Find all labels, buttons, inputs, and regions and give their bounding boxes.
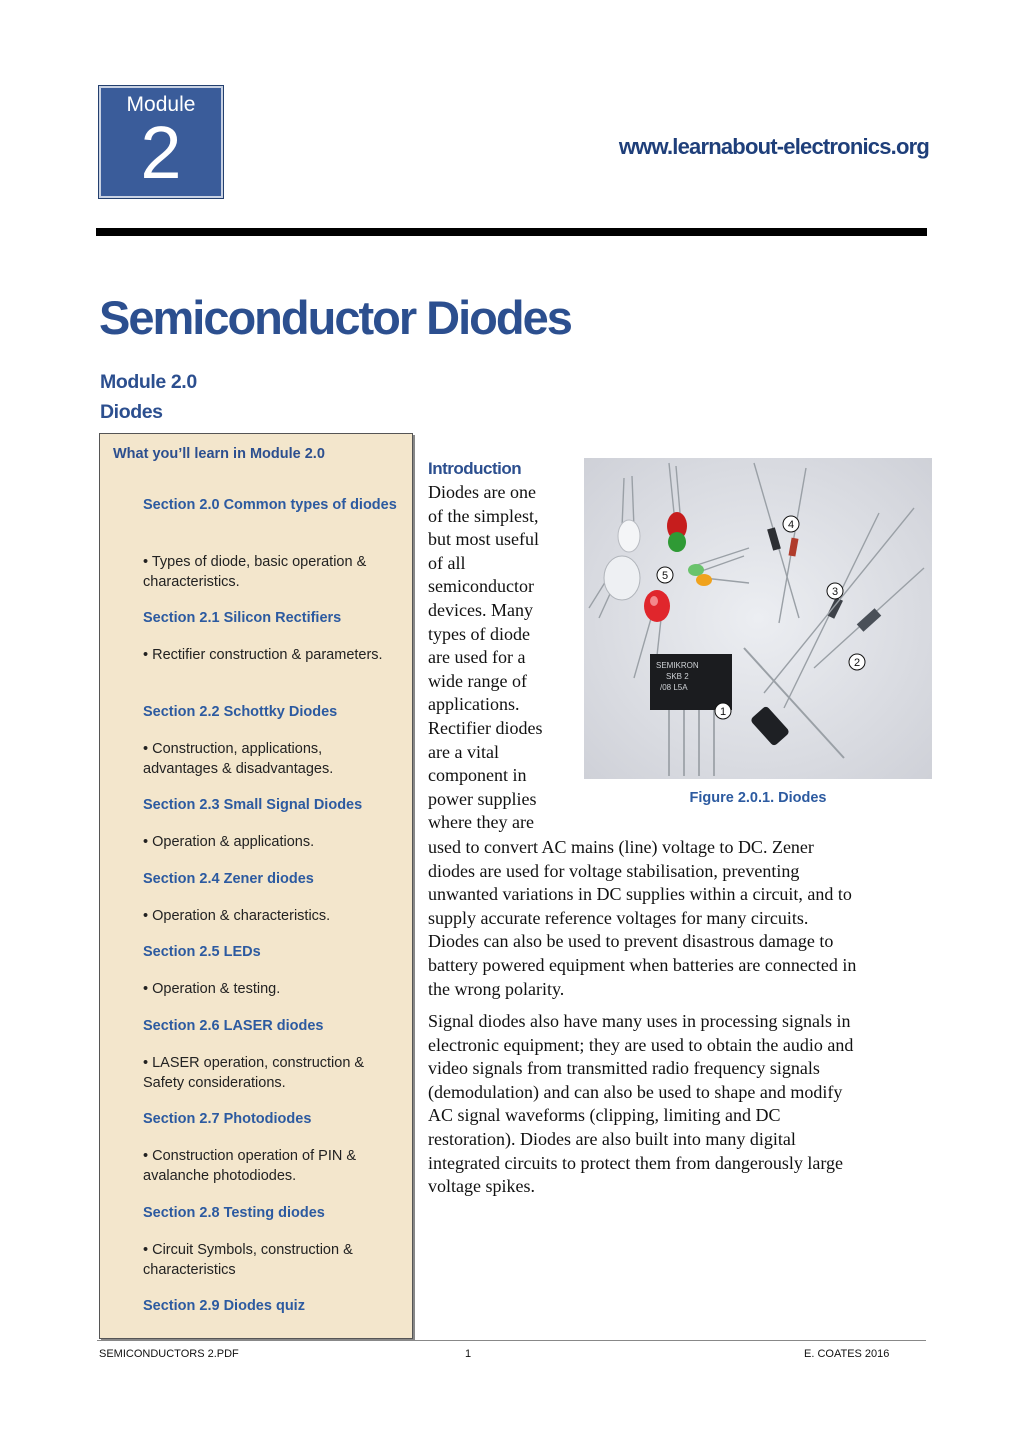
text-line: battery powered equipment when batteries are connected in [428,954,857,975]
learn-box [99,433,413,1339]
section-desc-2-5: • Operation & testing. [143,981,281,997]
section-desc-2-8: • Circuit Symbols, construction & characteristics [143,1242,353,1278]
section-link-2-0[interactable]: Section 2.0 Common types of diodes [143,497,397,513]
text-line: are a vital [428,741,499,762]
section-link-2-5[interactable]: Section 2.5 LEDs [143,944,261,960]
text-line: of the simplest, [428,505,539,526]
signal-diodes-paragraph [428,1010,928,1199]
module-number: 2 [140,111,182,194]
section-desc-2-2: • Construction, applications, advantages & disadvantages. [143,741,334,777]
text-line: (demodulation) and can also be used to shape and modify [428,1081,843,1102]
text-line: AC signal waveforms (clipping, limiting and DC [428,1105,781,1126]
footer-page-number: 1 [465,1348,472,1360]
text-line: but most useful [428,529,539,550]
text-line: diodes are used for voltage stabilisation, preventing [428,860,800,881]
marker-5: 5 [661,570,669,582]
text-line: types of diode [428,623,530,644]
text-line: unwanted variations in DC supplies within a circuit, and to [428,884,852,905]
text-line: devices. Many [428,599,533,620]
text-line: Signal diodes also have many uses in processing signals in [428,1011,851,1031]
bridge-label-line1: SEMIKRON [656,661,699,670]
module-subtitle [100,367,197,427]
section-desc-2-0: • Types of diode, basic operation & characteristics. [143,554,367,590]
text-line: voltage spikes. [428,1176,535,1197]
header-rule [96,228,927,236]
text-line: the wrong polarity. [428,978,565,999]
learn-box-title: What you’ll learn in Module 2.0 [113,446,325,462]
text-line: power supplies [428,788,537,809]
section-link-2-1[interactable]: Section 2.1 Silicon Rectifiers [143,610,342,626]
intro-paragraph-narrow [428,481,578,835]
section-desc-2-7: • Construction operation of PIN & avalanche photodiodes. [143,1148,357,1184]
section-link-2-4[interactable]: Section 2.4 Zener diodes [143,871,314,887]
section-link-2-2[interactable]: Section 2.2 Schottky Diodes [143,704,338,720]
text-line: are used for a [428,647,526,668]
section-link-2-7[interactable]: Section 2.7 Photodiodes [143,1111,312,1127]
diodes-illustration [584,458,932,779]
text-line: of all [428,552,466,573]
text-line: applications. [428,694,520,715]
page-title: Semiconductor Diodes [99,291,571,344]
module-label: Module [126,93,196,116]
section-link-2-3[interactable]: Section 2.3 Small Signal Diodes [143,797,363,813]
section-desc-2-4: • Operation & characteristics. [143,908,331,924]
diodes-photo [584,458,932,779]
figure-caption: Figure 2.0.1. Diodes [689,790,827,806]
text-line: electronic equipment; they are used to obtain the audio and [428,1034,854,1055]
marker-2: 2 [853,657,861,669]
section-link-2-8[interactable]: Section 2.8 Testing diodes [143,1205,325,1221]
module-subtitle-line2: Diodes [100,401,163,423]
footer-rule [97,1340,926,1341]
marker-1: 1 [719,706,727,718]
bridge-label-line2: SKB 2 [666,672,689,681]
text-line: used to convert AC mains (line) voltage to DC. Zener [428,837,814,857]
module-badge [99,86,223,198]
section-desc-2-3: • Operation & applications. [143,834,315,850]
text-line: supply accurate reference voltages for many circuits. [428,907,809,928]
section-link-2-6[interactable]: Section 2.6 LASER diodes [143,1018,324,1034]
intro-paragraph-wide [428,836,928,1001]
marker-4: 4 [787,519,795,531]
text-line: semiconductor [428,576,534,597]
text-line: video signals from transmitted radio frequency signals [428,1058,820,1079]
marker-3: 3 [831,586,839,598]
section-link-2-9[interactable]: Section 2.9 Diodes quiz [143,1298,305,1314]
text-line: Diodes are one [428,482,536,502]
site-url-link[interactable]: www.learnabout-electronics.org [618,134,929,159]
text-line: wide range of [428,670,527,691]
bridge-label-line3: /08 L5A [660,683,688,692]
intro-heading: Introduction [428,459,522,478]
text-line: Diodes can also be used to prevent disastrous damage to [428,931,834,952]
footer-author: E. COATES 2016 [804,1348,890,1360]
section-desc-2-6: • LASER operation, construction & Safety considerations. [143,1055,365,1091]
text-line: Rectifier diodes [428,717,543,738]
footer-filename: SEMICONDUCTORS 2.PDF [99,1348,239,1360]
text-line: component in [428,765,527,786]
text-line: restoration). Diodes are also built into many digital [428,1128,796,1149]
text-line: integrated circuits to protect them from dangerously large [428,1152,844,1173]
module-subtitle-line1: Module 2.0 [100,371,197,393]
section-desc-2-1: • Rectifier construction & parameters. [143,647,383,663]
text-line: where they are [428,812,534,833]
